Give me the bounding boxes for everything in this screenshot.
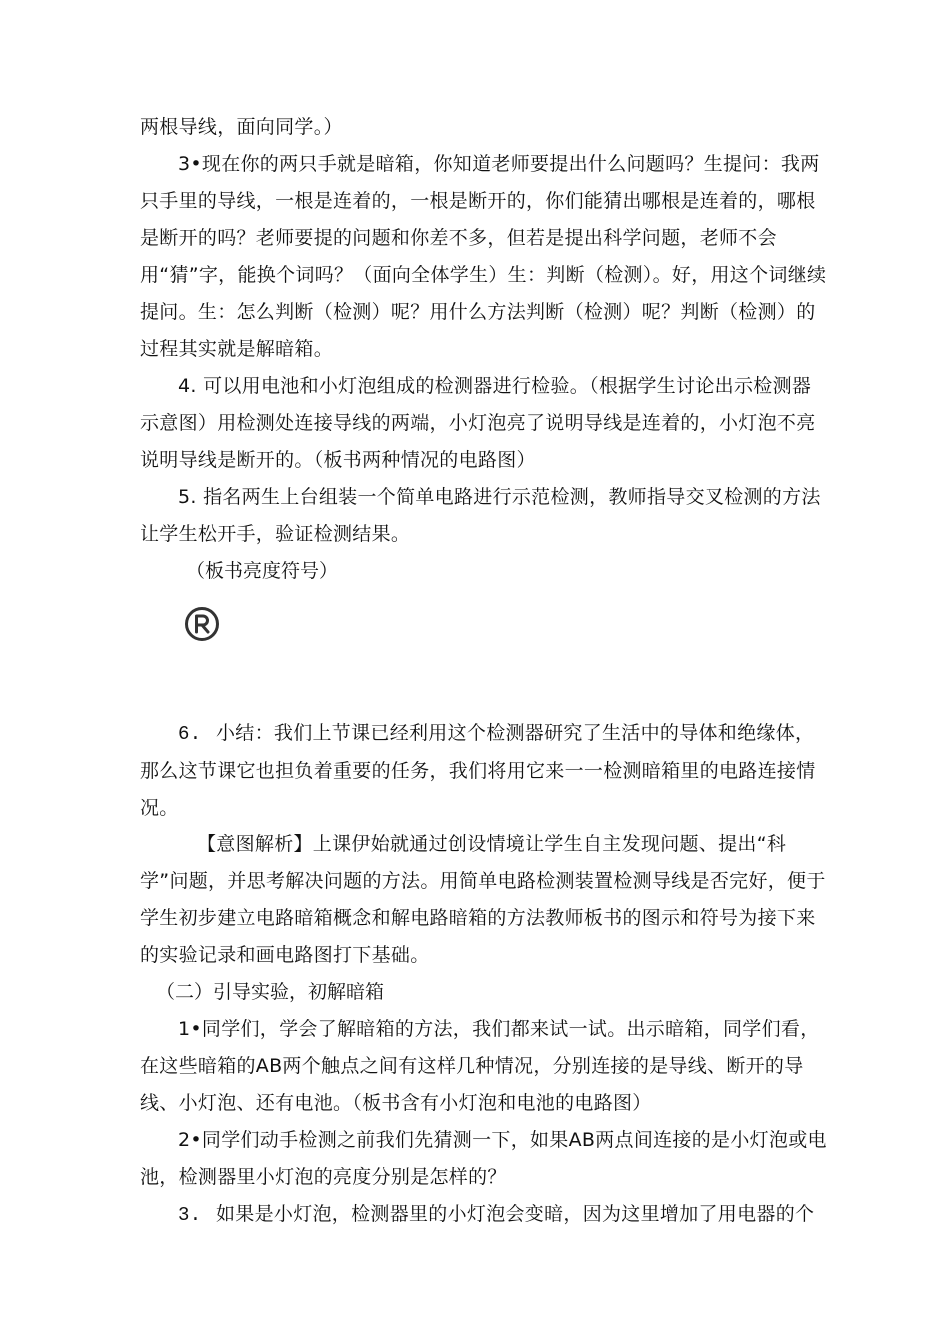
registered-mark-icon [184, 606, 220, 642]
paragraph-1: 3•现在你的两只手就是暗箱，你知道老师要提出什么问题吗？生提问：我两只手里的导线，一根是连着的，一根是断开的，你们能猜出哪根是连着的，哪根是断开的吗？老师要提的问题和你差不多，但若是提出科学问题，老师不会用“猜”字，能换个词吗？（面向全体学生）生：判断（检测）。好，用这个词继续提问。生：怎么判断（检测）呢？用什么方法判断（检测）呢？判断（检测）的过程其实就是解暗箱。 [140, 153, 827, 360]
paragraph-9: 2•同学们动手检测之前我们先猜测一下，如果AB两点间连接的是小灯泡或电池，检测器里小灯泡的亮度分别是怎样的？ [140, 1129, 827, 1188]
paragraph-2: 4. 可以用电池和小灯泡组成的检测器进行检验。（根据学生讨论出示检测器示意图）用检测处连接导线的两端，小灯泡亮了说明导线是连着的，小灯泡不亮说明导线是断开的。（板书两种情况的电路图） [140, 375, 816, 471]
summary-number: 6. [178, 723, 202, 745]
section-heading: （二）引导实验，初解暗箱 [156, 981, 385, 1003]
paragraph-0: 两根导线，面向同学。） [140, 116, 343, 138]
paragraph-10 [140, 1196, 830, 1234]
summary-text: 小结：我们上节课已经利用这个检测器研究了生活中的导体和绝缘体，那么这节课它也担负着重要的任务，我们将用它来一一检测暗箱里的电路连接情况。 [140, 722, 816, 819]
board-note: （板书亮度符号） [186, 560, 339, 582]
paragraph-6-summary [140, 715, 830, 827]
paragraph-10-text: 如果是小灯泡，检测器里的小灯泡会变暗，因为这里增加了用电器的个 [216, 1203, 815, 1225]
paragraph-10-number: 3. [178, 1204, 202, 1226]
intent-analysis: 【意图解析】上课伊始就通过创设情境让学生自主发现问题、提出“科学”问题，并思考解决问题的方法。用简单电路检测装置检测导线是否完好，便于学生初步建立电路暗箱概念和解电路暗箱的方法教师板书的图示和符号为接下来的实验记录和画电路图打下基础。 [140, 833, 826, 966]
paragraph-3: 5. 指名两生上台组装一个简单电路进行示范检测，教师指导交叉检测的方法让学生松开手，验证检测结果。 [140, 486, 821, 545]
paragraph-8: 1•同学们，学会了解暗箱的方法，我们都来试一试。出示暗箱，同学们看，在这些暗箱的AB两个触点之间有这样几种情况，分别连接的是导线、断开的导线、小灯泡、还有电池。（板书含有小灯泡和电池的电路图） [140, 1018, 820, 1114]
